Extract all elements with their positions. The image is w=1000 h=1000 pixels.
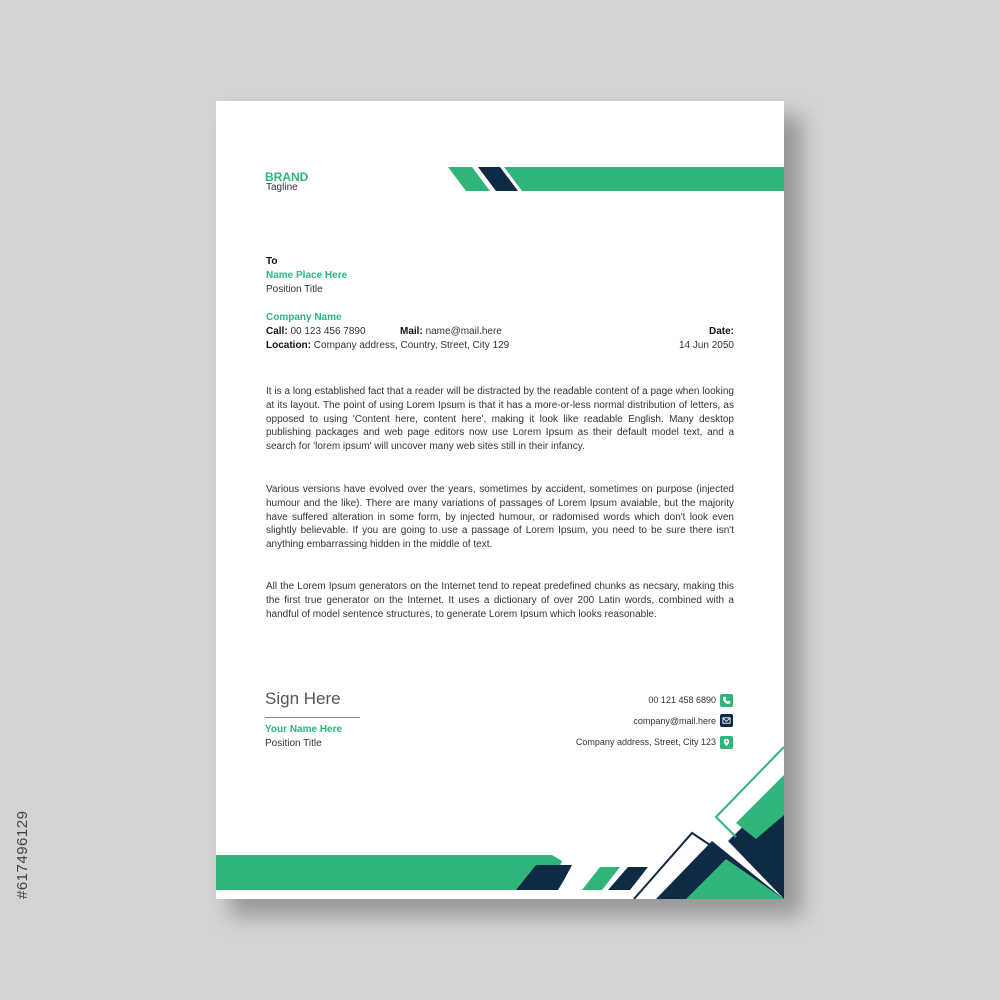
recipient-position: Position Title: [266, 284, 323, 295]
signature-line: [265, 717, 360, 718]
contact-address: Company address, Street, City 123: [575, 737, 716, 747]
footer-green-bar: [216, 855, 562, 890]
to-label: To: [266, 256, 278, 267]
sign-here: Sign Here: [265, 689, 341, 708]
call-label: Call:: [266, 326, 288, 337]
body-paragraph-2: Various versions have evolved over the years, sometimes by accident, sometimes on purpose (injected humour and the like). There are many variations of passages of Lorem Ipsum avaiable, but the majority have suffered alteration in some form, by injected humour, or radomised words which don't look even slightly believable. If you are going to use a passage of Lorem Ipsum, you need to be sure there isn't anything embarrassing hidden in the middle of text.: [266, 484, 734, 551]
mail-value: name@mail.here: [425, 326, 502, 337]
header-green-bar: [504, 167, 784, 191]
email-icon: [720, 714, 733, 727]
mail-line: [400, 326, 502, 337]
call-line: [266, 326, 366, 337]
call-value: 00 123 456 7890: [290, 326, 366, 337]
date-label: Date:: [708, 326, 734, 337]
company-name: Company Name: [266, 312, 342, 323]
stock-id: #617496129: [14, 810, 31, 899]
brand-tagline: Tagline: [266, 182, 298, 193]
body-paragraph-3: All the Lorem Ipsum generators on the Internet tend to repeat predefined chunks as necsary, making this the first true generator on the Internet. It uses a dictionary of over 200 Latin words, combined with a handful of model sentence structures, to generate Lorem Ipsum which looks reasonable.: [266, 581, 734, 620]
contact-phone: 00 121 458 6890: [648, 695, 716, 705]
letterhead-page: [216, 101, 784, 899]
header-decoration: [216, 101, 784, 221]
location-value: Company address, Country, Street, City 129: [313, 340, 510, 351]
contact-email: company@mail.here: [633, 716, 716, 726]
signer-position: Position Title: [265, 738, 322, 749]
footer-decoration: [216, 741, 784, 899]
location-label: Location:: [266, 340, 311, 351]
location-line: [266, 340, 509, 351]
mail-label: Mail:: [400, 326, 423, 337]
date-value: 14 Jun 2050: [678, 340, 734, 351]
brand-name: BRAND: [265, 170, 309, 184]
body-paragraph-1: It is a long established fact that a reader will be distracted by the readable content of a page when looking at its layout. The point of using Lorem Ipsum is that it has a more-or-less normal distribution of letters, as opposed to using 'Content here, content here', making it look like readable English. Many desktop publishing packages and web page editors now use Lorem Ipsum as their default model text, and a search for 'lorem ipsum' will uncover many web sites still in their infancy.: [266, 386, 734, 453]
phone-icon: [720, 694, 733, 707]
recipient-name: Name Place Here: [266, 270, 348, 281]
signer-name: Your Name Here: [265, 724, 343, 735]
